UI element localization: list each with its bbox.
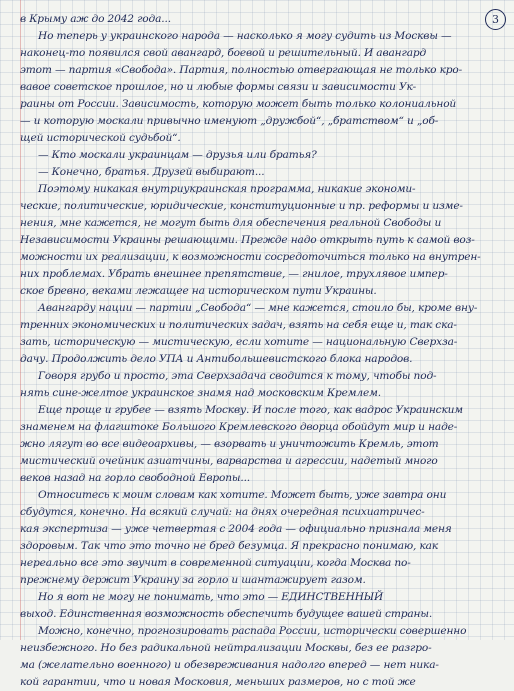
text-line: Но теперь у украинского народа — насколько я могу судить из Москвы — xyxy=(38,30,452,42)
text-line: жно лягут во все видеоархивы, — взорвать и уничтожить Кремль, этот xyxy=(20,438,439,450)
text-line: щей исторической судьбой“. xyxy=(20,132,181,144)
text-line: ма (желательно военного) и обезвреживания надолго вперед — нет ника- xyxy=(20,659,439,671)
text-line: мистический очейник азиатчины, варварства и агрессии, надетый много xyxy=(20,455,438,467)
text-line: — и которую москали привычно именуют „дружбой“, „братством“ и „об- xyxy=(20,115,439,127)
text-line: Относитесь к моим словам как хотите. Может быть, уже завтра они xyxy=(38,489,447,501)
handwritten-text-block xyxy=(20,11,488,691)
text-line: нять сине-желтое украинское знамя над московским Кремлем. xyxy=(20,387,381,399)
text-line: нения, мне кажется, не могут быть для обеспечения реальной Свободы и xyxy=(20,217,442,229)
text-line: неизбежного. Но без радикальной нейтрализации Москвы, без ее разгро- xyxy=(20,642,432,654)
text-line: — Кто москали украинцам — друзья или братья? xyxy=(38,149,317,161)
text-line: этот — партия «Свобода». Партия, полностью отвергающая не только кро- xyxy=(20,64,463,76)
text-line: — Конечно, братья. Друзей выбирают... xyxy=(38,166,265,178)
text-line: можности их реализации, к возможности сосредоточиться только на внутрен- xyxy=(20,251,481,263)
text-line: нереально все это звучит в современной ситуации, когда Москва по- xyxy=(20,557,411,569)
text-line: прежнему держит Украину за горло и шантажирует газом. xyxy=(20,574,366,586)
text-line: вавое советское прошлое, но и любые формы связи и зависимости Ук- xyxy=(20,81,417,93)
text-line: Говоря грубо и просто, эта Сверхзадача сводится к тому, чтобы под- xyxy=(38,370,437,382)
text-line: веков назад на горло свободной Европы... xyxy=(20,472,251,484)
text-line: Можно, конечно, прогнозировать распада России, исторически совершенно xyxy=(38,625,467,637)
text-line: знаменем на флагштоке Большого Кремлевского дворца обойдут мир и наде- xyxy=(20,421,458,433)
text-line: Независимости Украины решающими. Прежде надо открыть путь к самой воз- xyxy=(20,234,475,246)
text-line: выход. Единственная возможность обеспечить будущее вашей страны. xyxy=(20,608,433,620)
text-line: зать, историческую — мистическую, если хотите — национальную Сверхза- xyxy=(20,336,458,348)
text-line: ское бревно, веками лежащее на историческом пути Украины. xyxy=(20,285,377,297)
page-number: 3 xyxy=(485,9,506,30)
text-line: ческие, политические, юридические, конституционные и пр. реформы и изме- xyxy=(20,200,463,212)
text-line: в Крыму аж до 2042 года... xyxy=(20,13,171,25)
text-line: дачу. Продолжить дело УПА и Антибольшевистского блока народов. xyxy=(20,353,413,365)
text-line: раины от России. Зависимость, которую может быть только колониальной xyxy=(20,98,457,110)
text-line: Но я вот не могу не понимать, что это — ЕДИНСТВЕННЫЙ xyxy=(38,591,384,603)
text-line: кой гарантии, что и новая Московия, меньших размеров, но с той же xyxy=(20,676,416,688)
text-line: Авангарду нации — партии „Свобода“ — мне кажется, стоило бы, кроме вну- xyxy=(38,302,478,314)
text-line: Еще проще и грубее — взять Москву. И после того, как вадрос Украинским xyxy=(38,404,463,416)
text-line: тренних экономических и политических задач, взять на себя еще и, так ска- xyxy=(20,319,457,331)
text-line: здоровым. Так что это точно не бред безумца. Я прекрасно понимаю, как xyxy=(20,540,439,552)
text-line: наконец-то появился свой авангард, боевой и решительный. И авангард xyxy=(20,47,427,59)
text-line: Поэтому никакая внутриукраинская программа, никакие экономи- xyxy=(38,183,416,195)
text-line: сбудутся, конечно. На всякий случай: на днях очередная психиатричес- xyxy=(20,506,425,518)
text-line: кая экспертиза — уже четвертая с 2004 года — официально признала меня xyxy=(20,523,452,535)
text-line: них проблемах. Убрать внешнее препятствие, — гнилое, трухлявое импер- xyxy=(20,268,448,280)
